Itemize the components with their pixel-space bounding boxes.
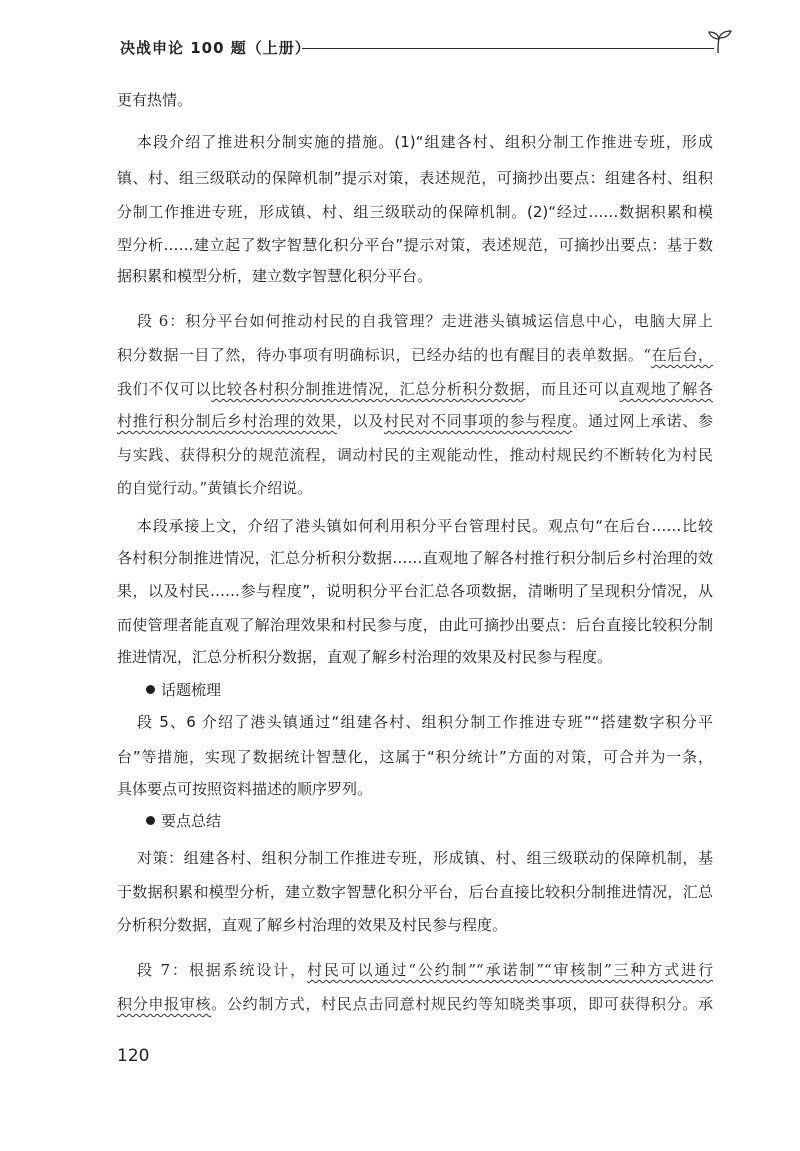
material-line <box>137 960 713 980</box>
analysis-line: 而使管理者能直观了解治理效果和村民参与度，由此可摘抄出要点：后台直接比较积分制 <box>117 616 713 634</box>
topic-review-line: 段 5、6 介绍了港头镇通过“组建各村、组积分制工作推进专班”“搭建数字积分平 <box>137 713 713 731</box>
material-text: 的自觉行动。”黄镇长介绍说。 <box>117 479 313 497</box>
material-line <box>117 445 713 465</box>
underlined-text: 积分申报审核 <box>117 995 212 1013</box>
underlined-text: 村民可以通过“公约制”“承诺制”“审核制”三种方式进行 <box>306 961 713 979</box>
key-points-line: 于数据积累和模型分析，建立数字智慧化积分平台，后台直接比较积分制推进情况，汇总 <box>117 883 713 901</box>
section-heading-key-points <box>146 811 221 831</box>
material-line <box>117 478 713 498</box>
bullet-icon <box>146 816 155 825</box>
topic-review-line: 具体要点可按照资料描述的顺序罗列。 <box>117 780 373 798</box>
running-header-title: 决战申论 100 题（上册） <box>120 39 311 57</box>
bullet-icon <box>146 685 155 694</box>
material-line <box>117 994 713 1014</box>
material-text: 段 7：根据系统设计， <box>137 961 307 979</box>
key-points-line: 分析积分数据，直观了解乡村治理的效果及村民参与程度。 <box>117 916 508 934</box>
material-text: 段 6：积分平台如何推动村民的自我管理？走进港头镇城运信息中心，电脑大屏上 <box>137 312 713 330</box>
continuation-line: 更有热情。 <box>117 91 193 109</box>
section-heading-text: 要点总结 <box>161 812 222 830</box>
material-text: ，而且还可以 <box>525 380 620 398</box>
header-rule <box>302 48 714 49</box>
analysis-line: 镇、村、组三级联动的保障机制”提示对策，表述规范，可摘抄出要点：组建各村、组积 <box>117 169 713 187</box>
analysis-line: 本段承接上文，介绍了港头镇如何利用积分平台管理村民。观点句“在后台……比较 <box>137 517 713 535</box>
material-text: 。通过网上承诺、参 <box>572 412 713 430</box>
material-line <box>117 379 713 399</box>
topic-review-line: 台”等措施，实现了数据统计智慧化，这属于“积分统计”方面的对策，可合并为一条， <box>117 748 713 766</box>
analysis-line: 分制工作推进专班，形成镇、村、组三级联动的保障机制。(2)“经过……数据积累和模 <box>117 203 713 221</box>
underlined-text: 在后台， <box>651 346 713 364</box>
underlined-text: 比较各村积分制推进情况，汇总分析积分数据 <box>211 380 526 398</box>
material-line <box>137 311 713 331</box>
material-text: ，以及 <box>336 412 384 430</box>
analysis-line: 本段介绍了推进积分制实施的措施。(1)“组建各村、组积分制工作推进专班，形成 <box>137 133 713 151</box>
analysis-line: 果，以及村民……参与程度”，说明积分平台汇总各项数据，清晰明了呈现积分情况，从 <box>117 582 713 600</box>
analysis-line: 推进情况，汇总分析积分数据，直观了解乡村治理的效果及村民参与程度。 <box>117 648 613 666</box>
page-number: 120 <box>117 1046 150 1066</box>
section-heading-text: 话题梳理 <box>161 681 222 699</box>
material-line <box>117 411 713 431</box>
material-text: 。公约制方式，村民点击同意村规民约等知晓类事项，即可获得积分。承 <box>211 995 713 1013</box>
analysis-line: 型分析……建立起了数字智慧化积分平台”提示对策，表述规范，可摘抄出要点：基于数 <box>117 236 713 254</box>
sprout-icon <box>706 28 734 54</box>
analysis-line: 各村积分制推进情况，汇总分析积分数据……直观地了解各村推行积分制后乡村治理的效 <box>117 549 713 567</box>
analysis-line: 据积累和模型分析，建立数字智慧化积分平台。 <box>117 267 433 285</box>
material-line <box>117 345 713 365</box>
underlined-text: 村推行积分制后乡村治理的效果 <box>117 412 337 430</box>
section-heading-topic-review <box>146 680 221 700</box>
underlined-text: 村民对不同事项的参与程度 <box>383 412 573 430</box>
material-text: 积分数据一目了然，待办事项有明确标识，已经办结的也有醒目的表单数据。“ <box>117 346 652 364</box>
material-text: 与实践、获得积分的规范流程，调动村民的主观能动性，推动村规民约不断转化为村民 <box>117 446 713 464</box>
underlined-text: 直观地了解各 <box>619 380 713 398</box>
key-points-line: 对策：组建各村、组积分制工作推进专班，形成镇、村、组三级联动的保障机制，基 <box>137 849 713 867</box>
material-text: 我们不仅可以 <box>117 380 212 398</box>
